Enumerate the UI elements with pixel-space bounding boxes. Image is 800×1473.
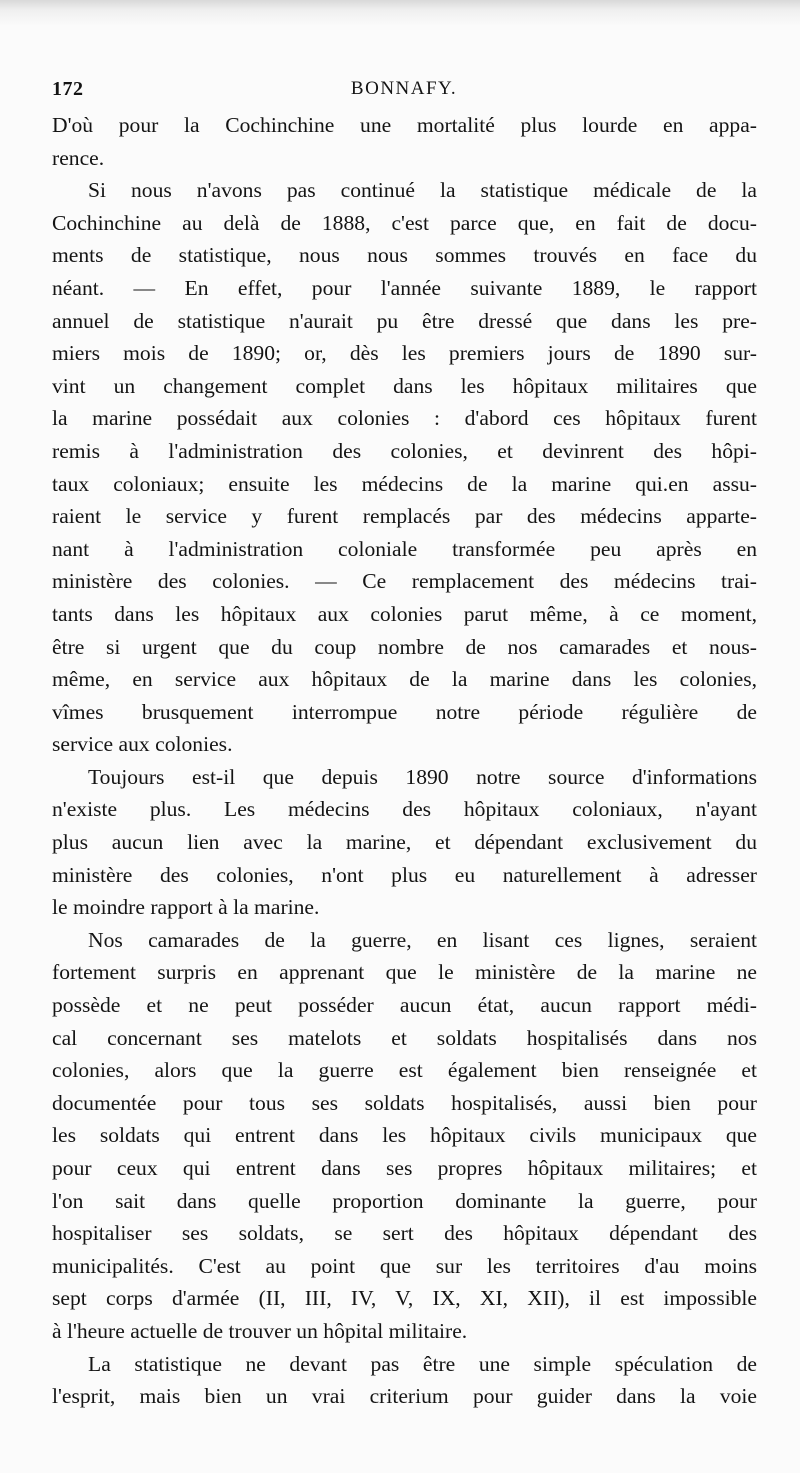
text-line: Si nous n'avons pas continué la statistique médicale de la xyxy=(88,178,757,203)
text-line: vint un changement complet dans les hôpitaux militaires que xyxy=(52,373,757,398)
paragraph-2 xyxy=(52,174,757,761)
text-line: ministère des colonies, n'ont plus eu naturellement à adresser xyxy=(52,862,757,887)
text-line: remis à l'administration des colonies, et devinrent des hôpi- xyxy=(52,438,757,463)
paragraph-4 xyxy=(52,924,757,1348)
page-header xyxy=(52,78,756,104)
text-line: hospitaliser ses soldats, se sert des hôpitaux dépendant des xyxy=(52,1221,757,1246)
text-line: la marine possédait aux colonies : d'abord ces hôpitaux furent xyxy=(52,406,757,431)
text-line: même, en service aux hôpitaux de la marine dans les colonies, xyxy=(52,667,757,692)
text-line: à l'heure actuelle de trouver un hôpital militaire. xyxy=(52,1318,468,1343)
text-line: Cochinchine au delà de 1888, c'est parce que, en fait de docu- xyxy=(52,210,757,235)
text-line: vîmes brusquement interrompue notre période régulière de xyxy=(52,699,757,724)
text-line: sept corps d'armée (II, III, IV, V, IX, XI, XII), il est impossible xyxy=(52,1286,757,1311)
text-line: possède et ne peut posséder aucun état, aucun rapport médi- xyxy=(52,993,757,1018)
paragraph-1 xyxy=(52,109,757,174)
text-line: taux coloniaux; ensuite les médecins de la marine qui.en assu- xyxy=(52,471,757,496)
text-line: l'on sait dans quelle proportion dominante la guerre, pour xyxy=(52,1188,757,1213)
text-line: être si urgent que du coup nombre de nos camarades et nous- xyxy=(52,634,757,659)
text-line: les soldats qui entrent dans les hôpitaux civils municipaux que xyxy=(52,1123,757,1148)
text-line: cal concernant ses matelots et soldats hospitalisés dans nos xyxy=(52,1025,757,1050)
page-number: 172 xyxy=(52,78,84,100)
text-line: raient le service y furent remplacés par des médecins apparte- xyxy=(52,504,757,529)
text-line: plus aucun lien avec la marine, et dépendant exclusivement du xyxy=(52,830,757,855)
text-line: municipalités. C'est au point que sur les territoires d'au moins xyxy=(52,1253,757,1278)
running-head: BONNAFY. xyxy=(350,78,458,99)
text-line: colonies, alors que la guerre est également bien renseignée et xyxy=(52,1058,757,1083)
text-line: Nos camarades de la guerre, en lisant ces lignes, seraient xyxy=(88,927,757,952)
text-line: l'esprit, mais bien un vrai criterium pour guider dans la voie xyxy=(52,1384,757,1409)
paragraph-3 xyxy=(52,761,757,924)
text-line: nant à l'administration coloniale transformée peu après en xyxy=(52,536,757,561)
text-line: ministère des colonies. — Ce remplacement des médecins trai- xyxy=(52,569,757,594)
text-line: fortement surpris en apprenant que le ministère de la marine ne xyxy=(52,960,757,985)
text-line: D'où pour la Cochinchine une mortalité plus lourde en appa- xyxy=(52,113,757,137)
text-line: miers mois de 1890; or, dès les premiers jours de 1890 sur- xyxy=(52,341,757,366)
text-line: le moindre rapport à la marine. xyxy=(52,895,320,920)
text-line: annuel de statistique n'aurait pu être dressé que dans les pre- xyxy=(52,308,757,333)
text-line: néant. — En effet, pour l'année suivante 1889, le rapport xyxy=(52,275,757,300)
text-line: n'existe plus. Les médecins des hôpitaux coloniaux, n'ayant xyxy=(52,797,757,822)
text-line: service aux colonies. xyxy=(52,732,233,757)
text-line: pour ceux qui entrent dans ses propres hôpitaux militaires; et xyxy=(52,1156,757,1180)
text-line: ments de statistique, nous nous sommes trouvés en face du xyxy=(52,243,757,268)
text-line: rence. xyxy=(52,145,105,170)
text-line: Toujours est-il que depuis 1890 notre source d'informations xyxy=(88,764,757,789)
paragraph-5 xyxy=(52,1348,757,1413)
text-line: tants dans les hôpitaux aux colonies parut même, à ce moment, xyxy=(52,601,757,626)
body-text xyxy=(52,109,757,1413)
text-line: documentée pour tous ses soldats hospitalisés, aussi bien pour xyxy=(52,1090,757,1115)
text-line: La statistique ne devant pas être une simple spéculation de xyxy=(88,1351,757,1376)
